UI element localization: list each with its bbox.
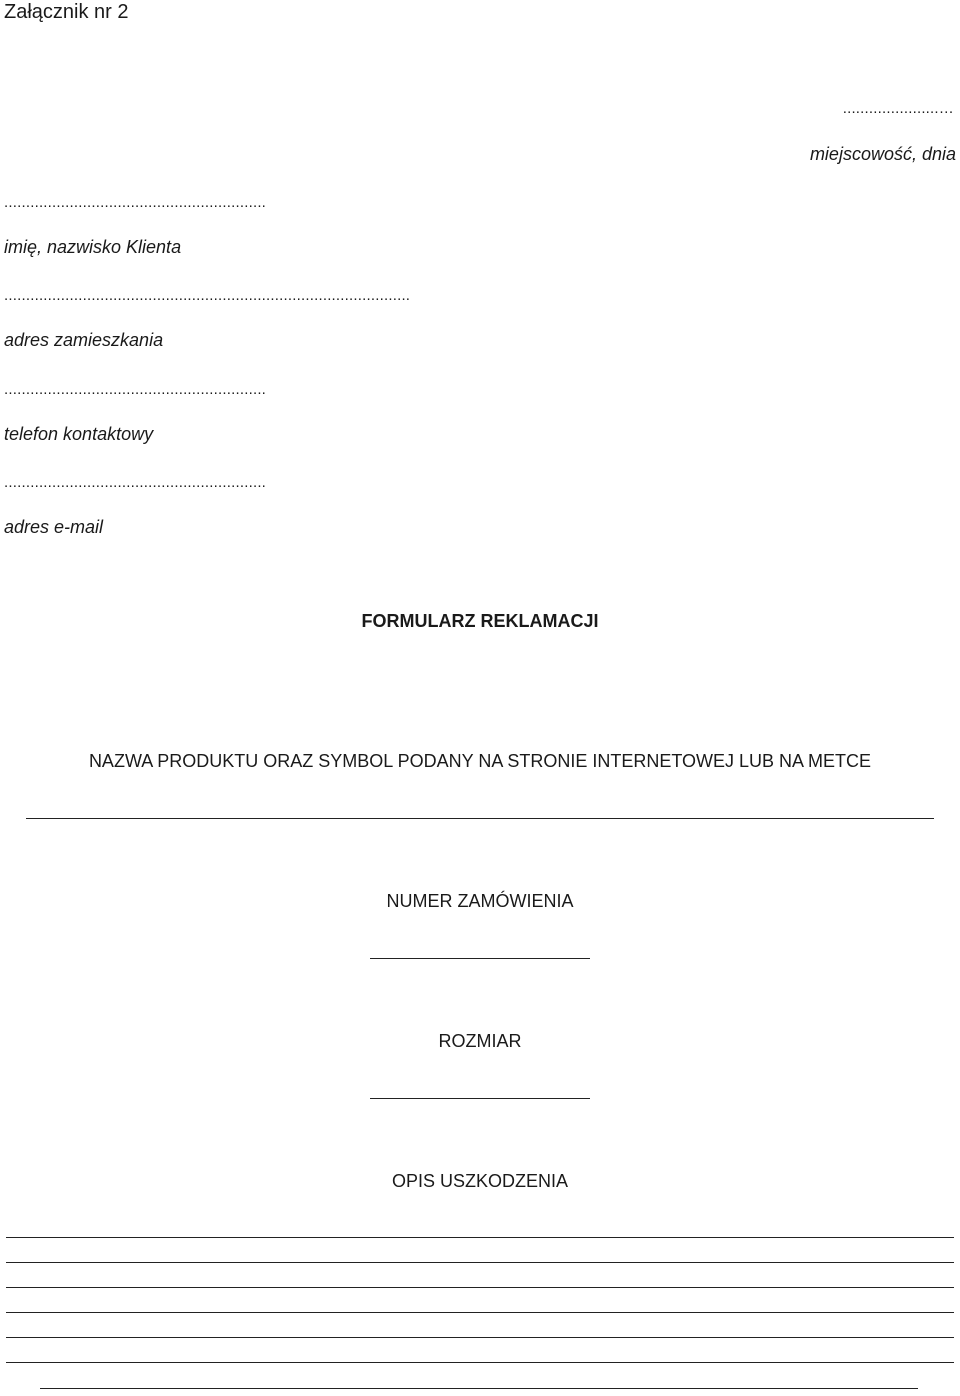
- damage-description-label: OPIS USZKODZENIA: [391, 1171, 569, 1191]
- damage-description-line[interactable]: [6, 1337, 954, 1338]
- size-label: ROZMIAR: [438, 1031, 522, 1051]
- client-email-caption: adres e-mail: [4, 517, 104, 537]
- order-number-label: NUMER ZAMÓWIENIA: [386, 891, 574, 911]
- size-line[interactable]: [370, 1098, 590, 1099]
- product-label: NAZWA PRODUKTU ORAZ SYMBOL PODANY NA STRONIE INTERNETOWEJ LUB NA METCE: [88, 751, 872, 771]
- damage-description-line[interactable]: [6, 1287, 954, 1288]
- product-line[interactable]: [26, 818, 934, 819]
- client-address-dots: .............................................................................................: [4, 287, 411, 304]
- damage-description-line[interactable]: [40, 1388, 918, 1389]
- place-date-caption: miejscowość, dnia: [809, 144, 956, 164]
- damage-description-line[interactable]: [6, 1362, 954, 1363]
- damage-description-line[interactable]: [6, 1237, 954, 1238]
- attachment-label: Załącznik nr 2: [4, 1, 129, 23]
- client-address-caption: adres zamieszkania: [4, 330, 164, 350]
- damage-description-line[interactable]: [6, 1312, 954, 1313]
- place-date-dots: ......................…: [842, 100, 954, 117]
- damage-description-line[interactable]: [6, 1262, 954, 1263]
- client-phone-dots: ............................................................: [4, 381, 267, 398]
- client-phone-caption: telefon kontaktowy: [4, 424, 154, 444]
- client-name-caption: imię, nazwisko Klienta: [4, 237, 182, 257]
- client-email-dots: ............................................................: [4, 474, 267, 491]
- client-name-dots: ............................................................: [4, 194, 267, 211]
- form-title: FORMULARZ REKLAMACJI: [361, 611, 599, 631]
- order-number-line[interactable]: [370, 958, 590, 959]
